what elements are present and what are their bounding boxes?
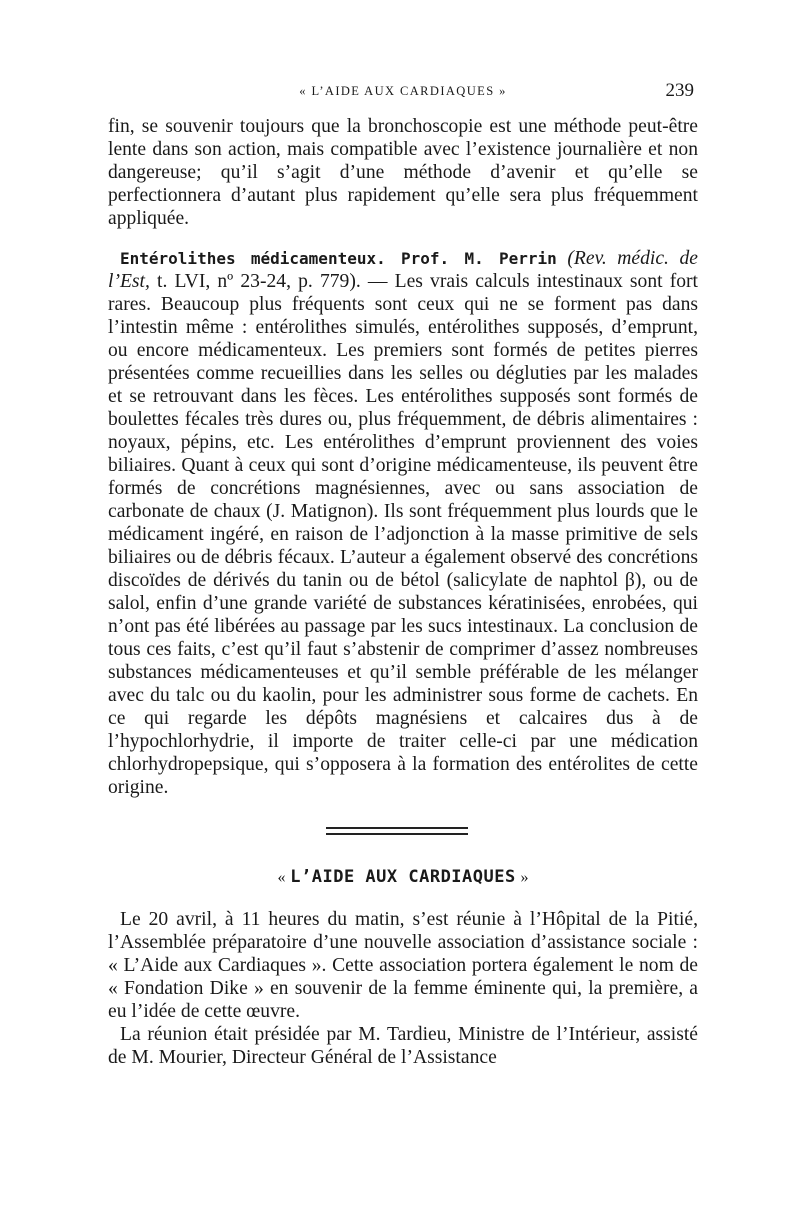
article-body: t. LVI, nº 23-24, p. 779). — Les vrais calculs intestinaux sont fort rares. Beaucoup plus fréquents sont ceux qui ne se forment pas dans l’intestin même : entérolithes simulés, entérolithes supposés, d’emprunt, ou encore médicamenteux. Les premiers sont formés de petites pierres présentées comme recueillies dans les selles ou dégluties par les malades et se retrouvant dans les fèces. Les entérolithes supposés sont formés de boulettes fécales très dures ou, plus fréquemment, de débris alimentaires : noyaux, pépins, etc. Les entérolithes d’emprunt proviennent des voies biliaires. Quant à ceux qui sont d’origine médicamenteuse, ils peuvent être formés de concrétions magnésiennes, avec ou sans association de carbonate de chaux (J. Matignon). Ils sont fréquemment plus lourds que le médicament ingéré, en raison de l’adjonction à la masse primitive de sels biliaires ou de débris fécaux. L’auteur a également observé des concrétions discoïdes de dérivés du tanin ou de bétol (salicylate de naphtol β), ou de salol, enfin d’une grande variété de substances kératinisées, enrobées, qui n’ont pas été libérées au passage par les sucs intestinaux. La conclusion de tous ces faits, c’est qu’il faut s’abstenir de comprimer d’assez nombreuses substances médicamenteuses et qu’il semble préférable de les mélanger avec du talc ou du kaolin, pour les administrer sous forme de cachets. En ce qui regarde les dépôts magnésiens et calcaires dus à de l’hypochlorhydrie, il importe de traiter celle-ci par une médication chlorhydropepsique, qui s’opposera à la formation des entérolites de cette origine. [108, 271, 698, 798]
paragraph-bronchoscopy-end: fin, se souvenir toujours que la bronchoscopie est une méthode peut-être lente dans son action, mais compatible avec l’existence journalière et non dangereuse; qu’il s’agit d’une méthode d’avenir et qu’elle se perfectionnera d’autant plus rapidement qu’elle sera plus fréquemment appliquée. [108, 116, 698, 229]
running-title: « L’AIDE AUX CARDIAQUES » [299, 84, 507, 98]
paragraph-enterolithes [108, 247, 698, 799]
divider-line-top [326, 827, 468, 829]
section-title [108, 865, 698, 890]
divider-line-bottom [326, 833, 468, 835]
section-quote-open: « [277, 869, 286, 886]
book-page [108, 78, 698, 1069]
paragraph-presidency: La réunion était présidée par M. Tardieu, Ministre de l’Intérieur, assisté de M. Mourier, Directeur Général de l’Assistance [108, 1024, 698, 1068]
section-quote-close: » [520, 869, 529, 886]
article-heading: Entérolithes médicamenteux. Prof. M. Perrin [120, 249, 557, 268]
article-citation: (Rev. médic. de l’Est, [108, 248, 698, 292]
running-header [108, 78, 698, 108]
section-divider [108, 821, 698, 851]
section-title-text: L’AIDE AUX CARDIAQUES [290, 867, 516, 887]
paragraph-assembly: Le 20 avril, à 11 heures du matin, s’est réunie à l’Hôpital de la Pitié, l’Assemblée préparatoire d’une nouvelle association d’assistance sociale : « L’Aide aux Cardiaques ». Cette association portera également le nom de « Fondation Dike » en souvenir de la femme éminente qui, la première, a eu l’idée de cette œuvre. [108, 909, 698, 1022]
page-number: 239 [665, 80, 694, 101]
